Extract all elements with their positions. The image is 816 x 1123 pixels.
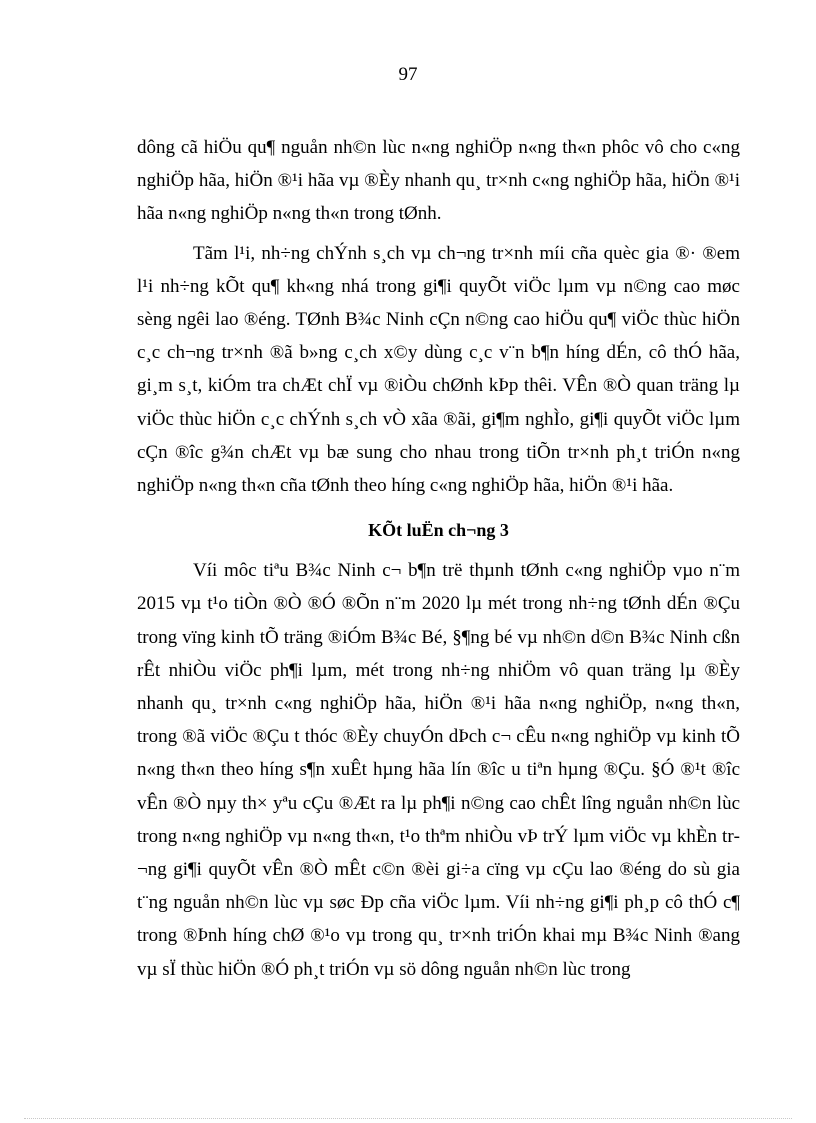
paragraph-summary: Tãm l¹i, nh÷ng chÝnh s¸ch vµ ch¬ng tr×nh míi cña quèc gia ®· ®em l¹i nh÷ng kÕt qu¶ kh«ng nhá trong gi¶i quyÕt viÖc lµm vµ n©ng cao møc sèng ngêi lao ®éng. TØnh B¾c Ninh cÇn n©ng cao hiÖu qu¶ viÖc thùc hiÖn c¸c ch¬ng tr×nh ®ã b»ng c¸ch x©y dùng c¸c v¨n b¶n híng dÉn, cô thÓ hãa, gi¸m s¸t, kiÓm tra chÆt chÏ vµ ®iÒu chØnh kÞp thêi. VÊn ®Ò quan träng lµ viÖc thùc hiÖn c¸c chÝnh s¸ch vÒ xãa ®ãi, gi¶m nghÌo, gi¶i quyÕt viÖc lµm cÇn ®îc g¾n chÆt vµ bæ sung cho nhau trong tiÕn tr×nh ph¸t triÓn n«ng nghiÖp n«ng th«n cña tØnh theo híng c«ng nghiÖp hãa, hiÖn ®¹i hãa. [137, 242, 740, 497]
page-body [137, 131, 740, 986]
footer-divider [24, 1118, 792, 1119]
section-heading: KÕt luËn ch¬ng 3 [368, 520, 509, 541]
paragraph-conclusion: Víi môc tiªu B¾c Ninh c¬ b¶n trë thµnh tØnh c«ng nghiÖp vµo n¨m 2015 vµ t¹o tiÒn ®Ò ®Ó ®Õn n¨m 2020 lµ mét trong nh÷ng tØnh dÉn ®Çu trong vïng kinh tÕ träng ®iÓm B¾c Bé, §¶ng bé vµ nh©n d©n B¾c Ninh cßn rÊt nhiÒu viÖc ph¶i lµm, mét trong nh÷ng nhiÖm vô quan träng lµ ®Èy nhanh qu¸ tr×nh c«ng nghiÖp hãa, hiÖn ®¹i hãa n«ng nghiÖp, n«ng th«n, trong ®ã viÖc ®Çu t thóc ®Èy chuyÓn dÞch c¬ cÊu n«ng nghiÖp vµ kinh tÕ n«ng th«n theo híng s¶n xuÊt hµng hãa lín ®îc u tiªn hµng ®Çu. §Ó ®¹t ®îc vÊn ®Ò nµy th× yªu cÇu ®Æt ra lµ ph¶i n©ng cao chÊt lîng nguån nh©n lùc trong n«ng nghiÖp vµ n«ng th«n, t¹o thªm nhiÒu vÞ trÝ lµm viÖc vµ khÈn tr¬ng gi¶i quyÕt vÊn ®Ò mÊt c©n ®èi gi÷a cïng vµ cÇu lao ®éng do sù gia t¨ng nguån nh©n lùc vµ søc Ðp cña viÖc lµm. Víi nh÷ng gi¶i ph¸p cô thÓ c¶ trong ®Þnh híng chØ ®¹o vµ trong qu¸ tr×nh triÓn khai mµ B¾c Ninh ®ang vµ sÏ thùc hiÖn ®Ó ph¸t triÓn vµ sö dông nguån nh©n lùc trong [137, 560, 740, 980]
paragraph-continuation: dông cã hiÖu qu¶ nguån nh©n lùc n«ng nghiÖp n«ng th«n phôc vô cho c«ng nghiÖp hãa, hiÖn ®¹i hãa vµ ®Èy nhanh qu¸ tr×nh c«ng nghiÖp hãa, hiÖn ®¹i hãa n«ng nghiÖp n«ng th«n trong tØnh. [137, 137, 740, 225]
page-number: 97 [398, 64, 418, 85]
